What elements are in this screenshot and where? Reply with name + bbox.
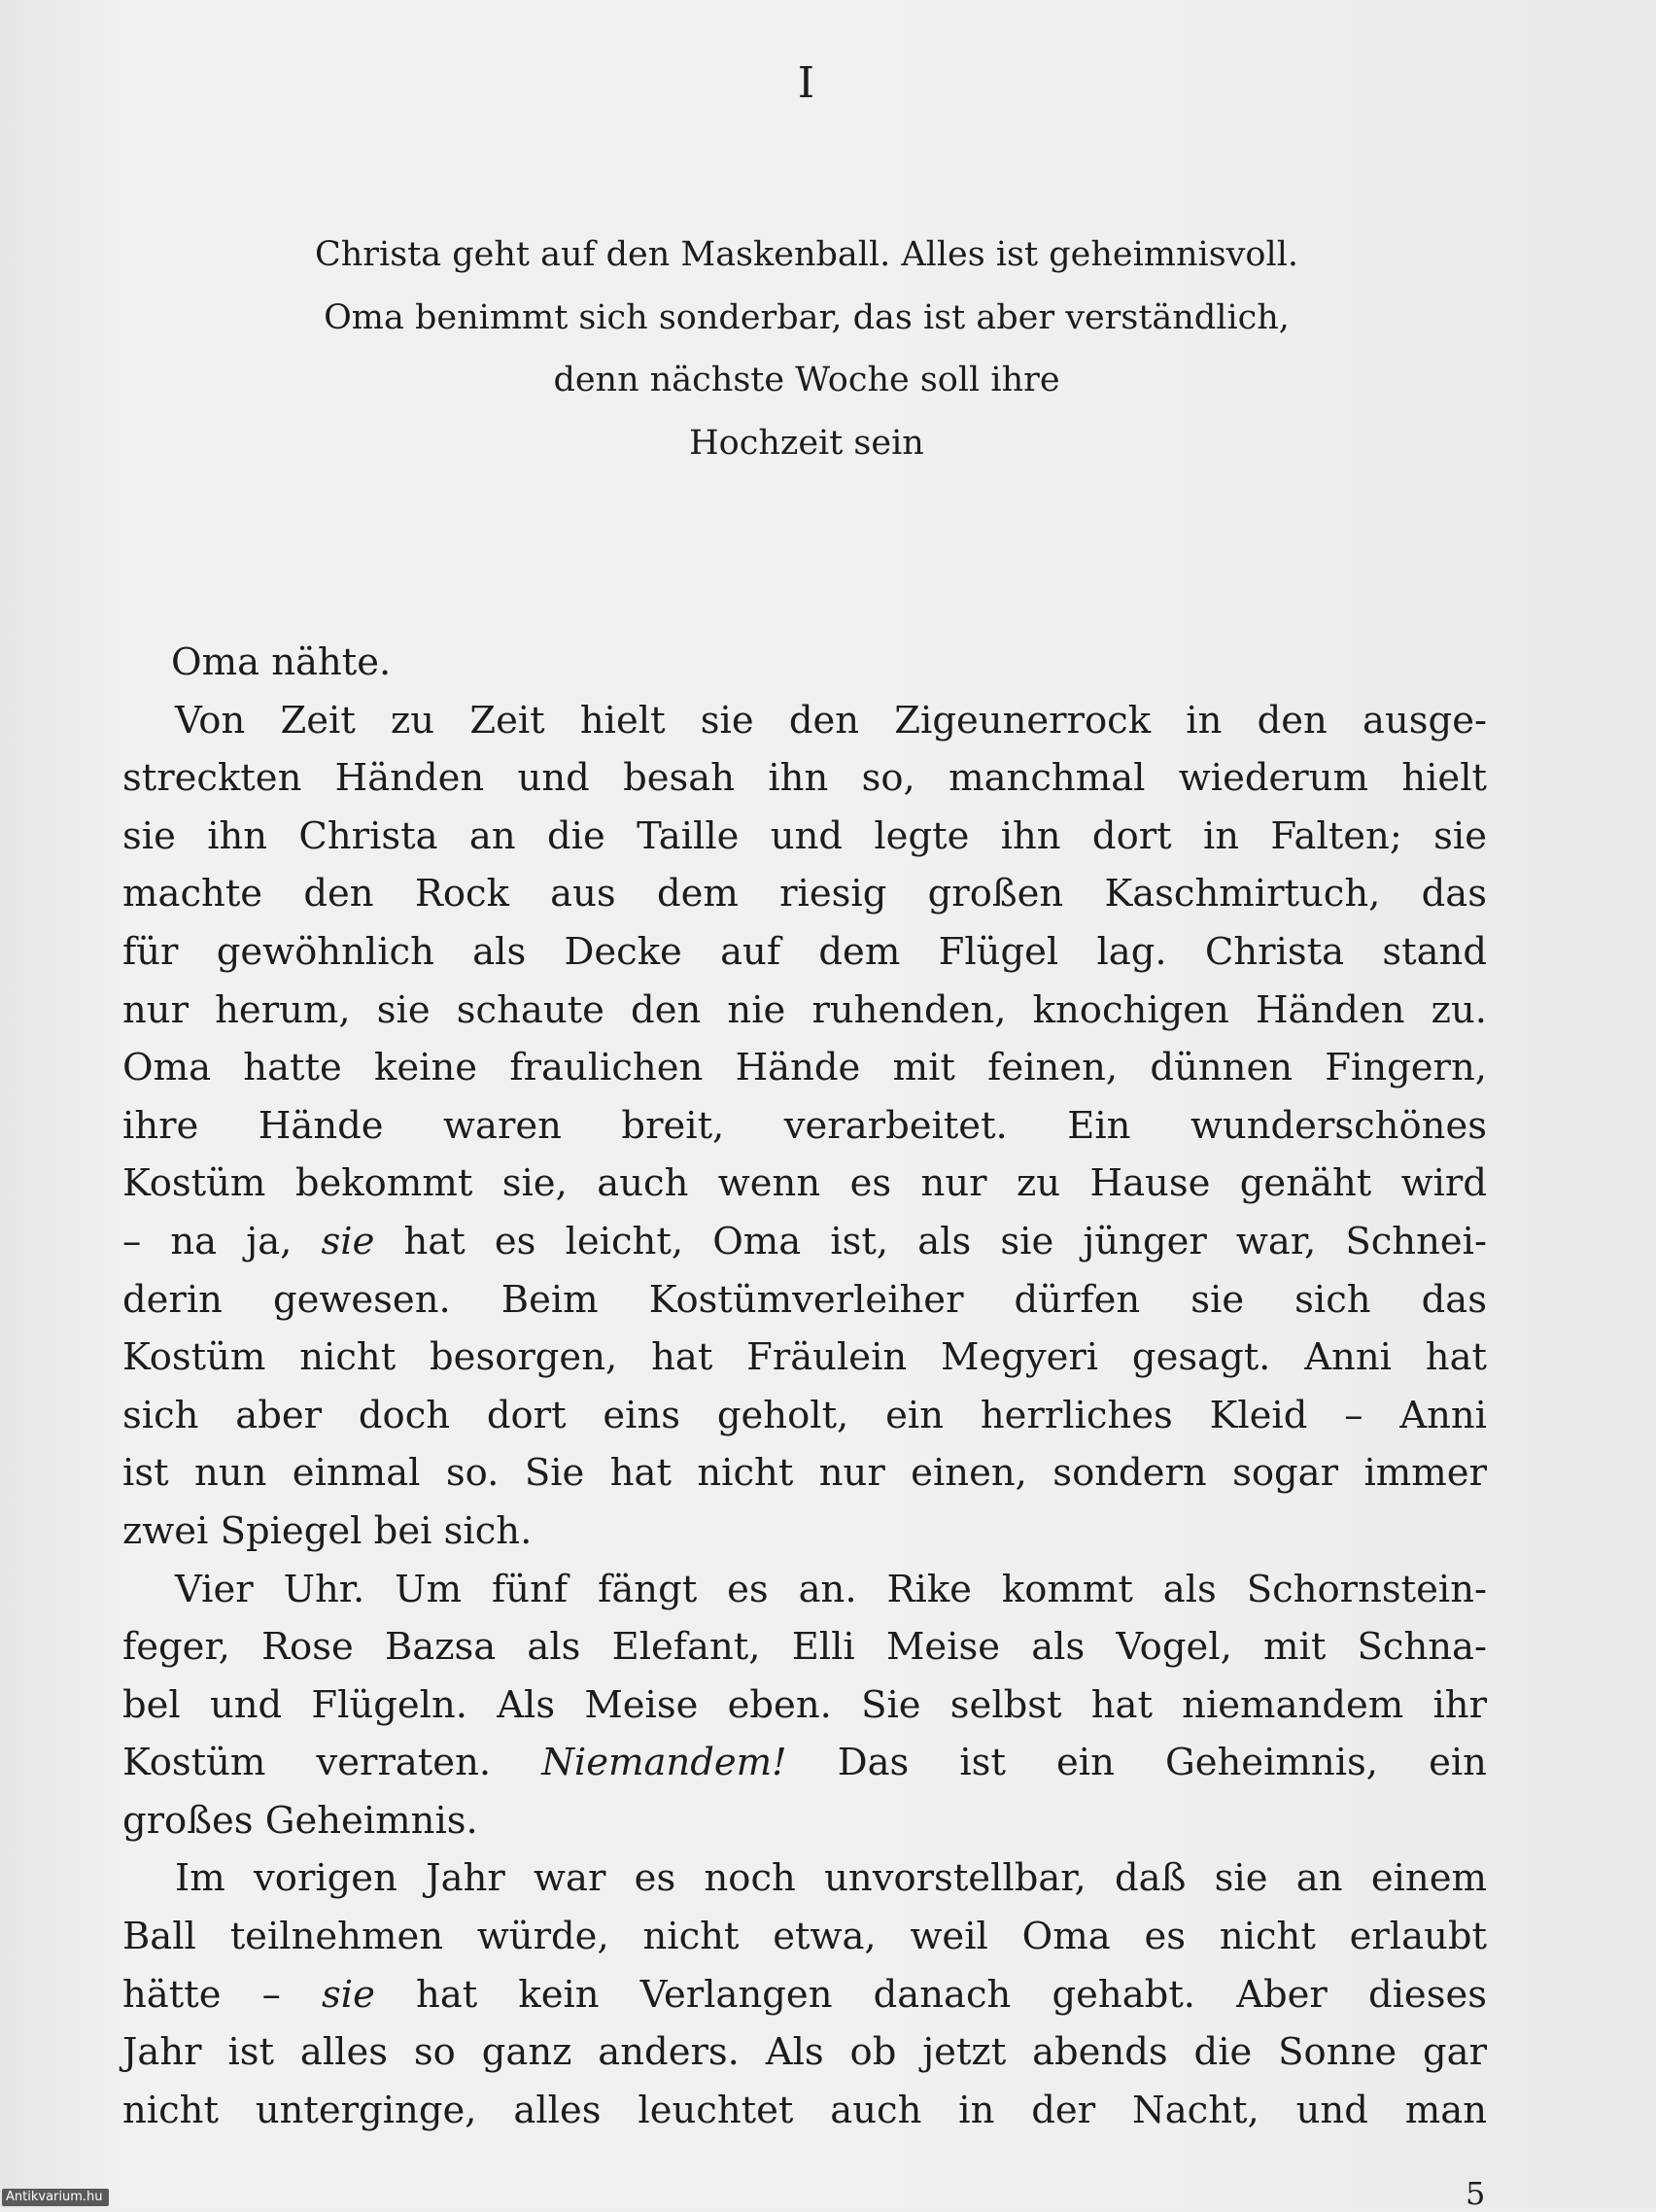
italic-emphasis: sie bbox=[321, 1219, 375, 1263]
text-line: Kostüm bekommt sie, auch wenn es nur zu Hause genäht wird bbox=[122, 1161, 1487, 1206]
text-fragment: Das ist ein Geheimnis, ein bbox=[786, 1741, 1487, 1785]
summary-line: Hochzeit sein bbox=[689, 423, 924, 463]
text-line: Oma hatte keine fraulichen Hände mit feinen, dünnen Fingern, bbox=[122, 1046, 1487, 1090]
summary-line: Oma benimmt sich sonderbar, das ist aber verständlich, bbox=[324, 297, 1290, 337]
summary-line: Christa geht auf den Maskenball. Alles ist geheimnisvoll. bbox=[314, 235, 1299, 274]
text-line bbox=[122, 1734, 1487, 1792]
text-line: streckten Händen und besah ihn so, manchmal wiederum hielt bbox=[122, 756, 1487, 801]
text-fragment: hat es leicht, Oma ist, als sie jünger war, Schnei- bbox=[374, 1219, 1488, 1263]
text-line: ist nun einmal so. Sie hat nicht nur einen, sondern sogar immer bbox=[122, 1451, 1487, 1496]
text-line: sich aber doch dort eins geholt, ein herrliches Kleid – Anni bbox=[122, 1393, 1487, 1437]
text-line: machte den Rock aus dem riesig großen Kaschmirtuch, das bbox=[122, 872, 1487, 916]
text-line: Kostüm nicht besorgen, hat Fräulein Megyeri gesagt. Anni hat bbox=[122, 1335, 1487, 1380]
text-line: für gewöhnlich als Decke auf dem Flügel lag. Christa stand bbox=[122, 929, 1487, 974]
text-line: Ball teilnehmen würde, nicht etwa, weil Oma es nicht erlaubt bbox=[122, 1915, 1487, 1959]
text-line: bel und Flügeln. Als Meise eben. Sie selbst hat niemandem ihr bbox=[122, 1682, 1487, 1727]
text-line bbox=[122, 1966, 1487, 2024]
text-line: Im vorigen Jahr war es noch unvorstellbar, daß sie an einem bbox=[175, 1856, 1487, 1901]
text-line: großes Geheimnis. bbox=[122, 1798, 478, 1843]
summary-line: denn nächste Woche soll ihre bbox=[553, 361, 1060, 399]
text-line: feger, Rose Bazsa als Elefant, Elli Meise als Vogel, mit Schna- bbox=[122, 1625, 1487, 1670]
paragraph-1 bbox=[122, 634, 1487, 692]
text-fragment: hätte – bbox=[122, 1972, 323, 2017]
paragraph-3 bbox=[122, 1561, 1487, 1850]
text-fragment: – na ja, bbox=[122, 1219, 322, 1263]
text-line: sie ihn Christa an die Taille und legte ihn dort in Falten; sie bbox=[122, 813, 1487, 858]
text-line: derin gewesen. Beim Kostümverleiher dürfen sie sich das bbox=[122, 1277, 1487, 1322]
text-line bbox=[122, 1213, 1487, 1271]
text-line: Vier Uhr. Um fünf fängt es an. Rike kommt als Schornstein- bbox=[175, 1567, 1487, 1611]
paragraph-2 bbox=[122, 692, 1487, 1561]
italic-emphasis: sie bbox=[322, 1972, 375, 2017]
paragraph-4 bbox=[122, 1849, 1487, 2139]
body-text bbox=[122, 634, 1487, 2139]
text-line: ihre Hände waren breit, verarbeitet. Ein wunderschönes bbox=[122, 1103, 1487, 1148]
text-line: Oma nähte. bbox=[171, 640, 392, 684]
text-line: Jahr ist alles so ganz anders. Als ob jetzt abends die Sonne gar bbox=[122, 2030, 1487, 2075]
text-fragment: hat kein Verlangen danach gehabt. Aber dieses bbox=[374, 1972, 1487, 2017]
watermark: Antikvarium.hu bbox=[2, 2189, 109, 2206]
italic-emphasis: Niemandem! bbox=[541, 1741, 787, 1785]
text-line: Von Zeit zu Zeit hielt sie den Zigeunerrock in den ausge- bbox=[175, 698, 1487, 743]
text-line: nur herum, sie schaute den nie ruhenden, knochigen Händen zu. bbox=[122, 987, 1487, 1032]
page-number: 5 bbox=[1466, 2175, 1486, 2212]
chapter-summary bbox=[243, 224, 1370, 474]
text-line: nicht unterginge, alles leuchtet auch in der Nacht, und man bbox=[122, 2088, 1487, 2132]
chapter-number: I bbox=[797, 58, 816, 108]
text-fragment: Kostüm verraten. bbox=[122, 1741, 542, 1785]
text-line: zwei Spiegel bei sich. bbox=[122, 1508, 533, 1553]
